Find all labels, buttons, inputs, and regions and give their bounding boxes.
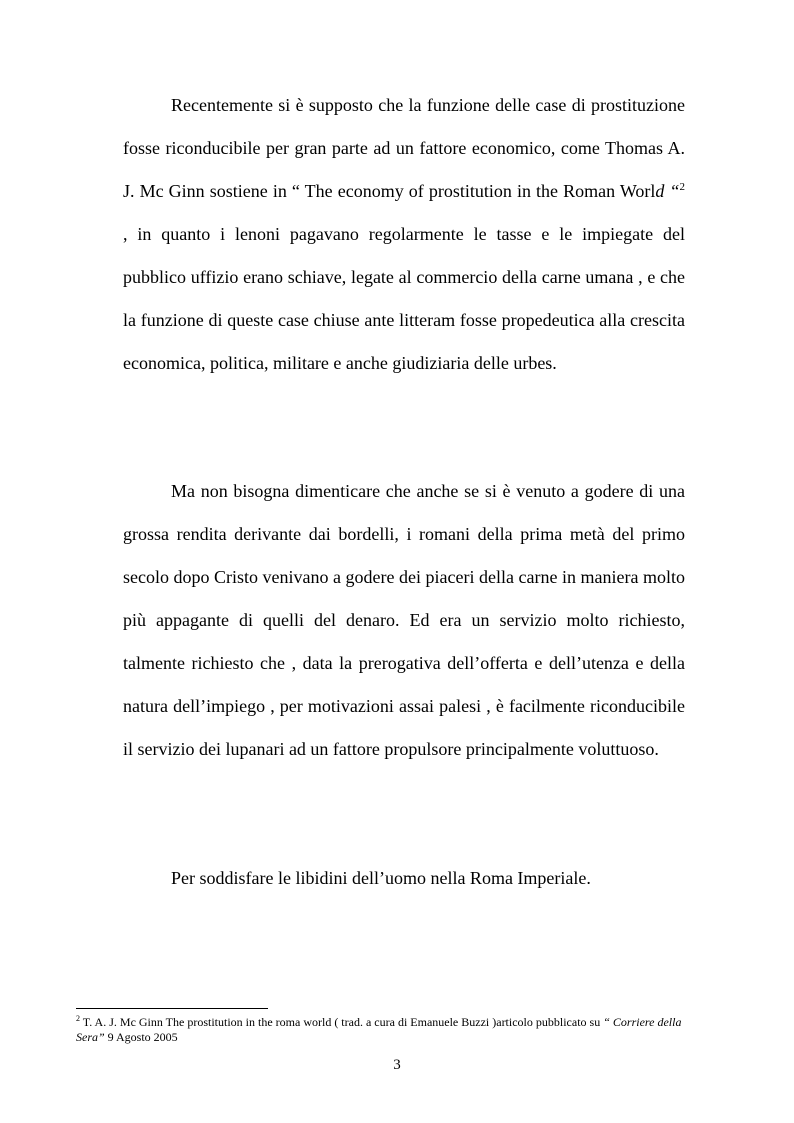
footnote-reference[interactable]: 2	[679, 181, 685, 193]
paragraph-3: Per soddisfare le libidini dell’uomo nella Roma Imperiale.	[171, 868, 591, 888]
footnote-text: T. A. J. Mc Ginn The prostitution in the roma world ( trad. a cura di Emanuele Buzzi )articolo pubblicato su	[80, 1015, 604, 1029]
paragraph-1-continuation: , in quanto i lenoni pagavano regolarmente le tasse e le impiegate del pubblico uffizio erano schiave, legate al commercio della carne umana , e che la funzione di queste case chiuse ante litteram fosse propedeutica alla crescita economica, politica, militare e anche giudiziaria delle urbes.	[123, 224, 685, 373]
footnote-separator	[76, 1008, 268, 1009]
page-number: 3	[393, 1057, 401, 1073]
paragraph-2: Ma non bisogna dimenticare che anche se si è venuto a godere di una grossa rendita derivante dai bordelli, i romani della prima metà del primo secolo dopo Cristo venivano a godere dei piaceri della carne in maniera molto più appagante di quelli del denaro. Ed era un servizio molto richiesto, talmente richiesto che , data la prerogativa dell’offerta e dell’utenza e della natura dell’impiego , per motivazioni assai palesi , è facilmente riconducibile il servizio dei lupanari ad un fattore propulsore principalmente voluttuoso.	[123, 481, 685, 759]
footnote-source: “ Corriere della Sera”	[76, 1015, 682, 1044]
paragraph-1	[123, 84, 685, 385]
paragraph-1-title-italic: d “	[655, 181, 680, 201]
footnote-number: 2	[76, 1014, 80, 1023]
footnote	[76, 1015, 706, 1045]
footnote-date: 9 Agosto 2005	[104, 1030, 178, 1044]
paragraph-1-text: Recentemente si è supposto che la funzione delle case di prostituzione fosse riconducibile per gran parte ad un fattore economico, come Thomas A. J. Mc Ginn sostiene in “ The economy of prostitution in the Roman Worl	[123, 95, 685, 201]
